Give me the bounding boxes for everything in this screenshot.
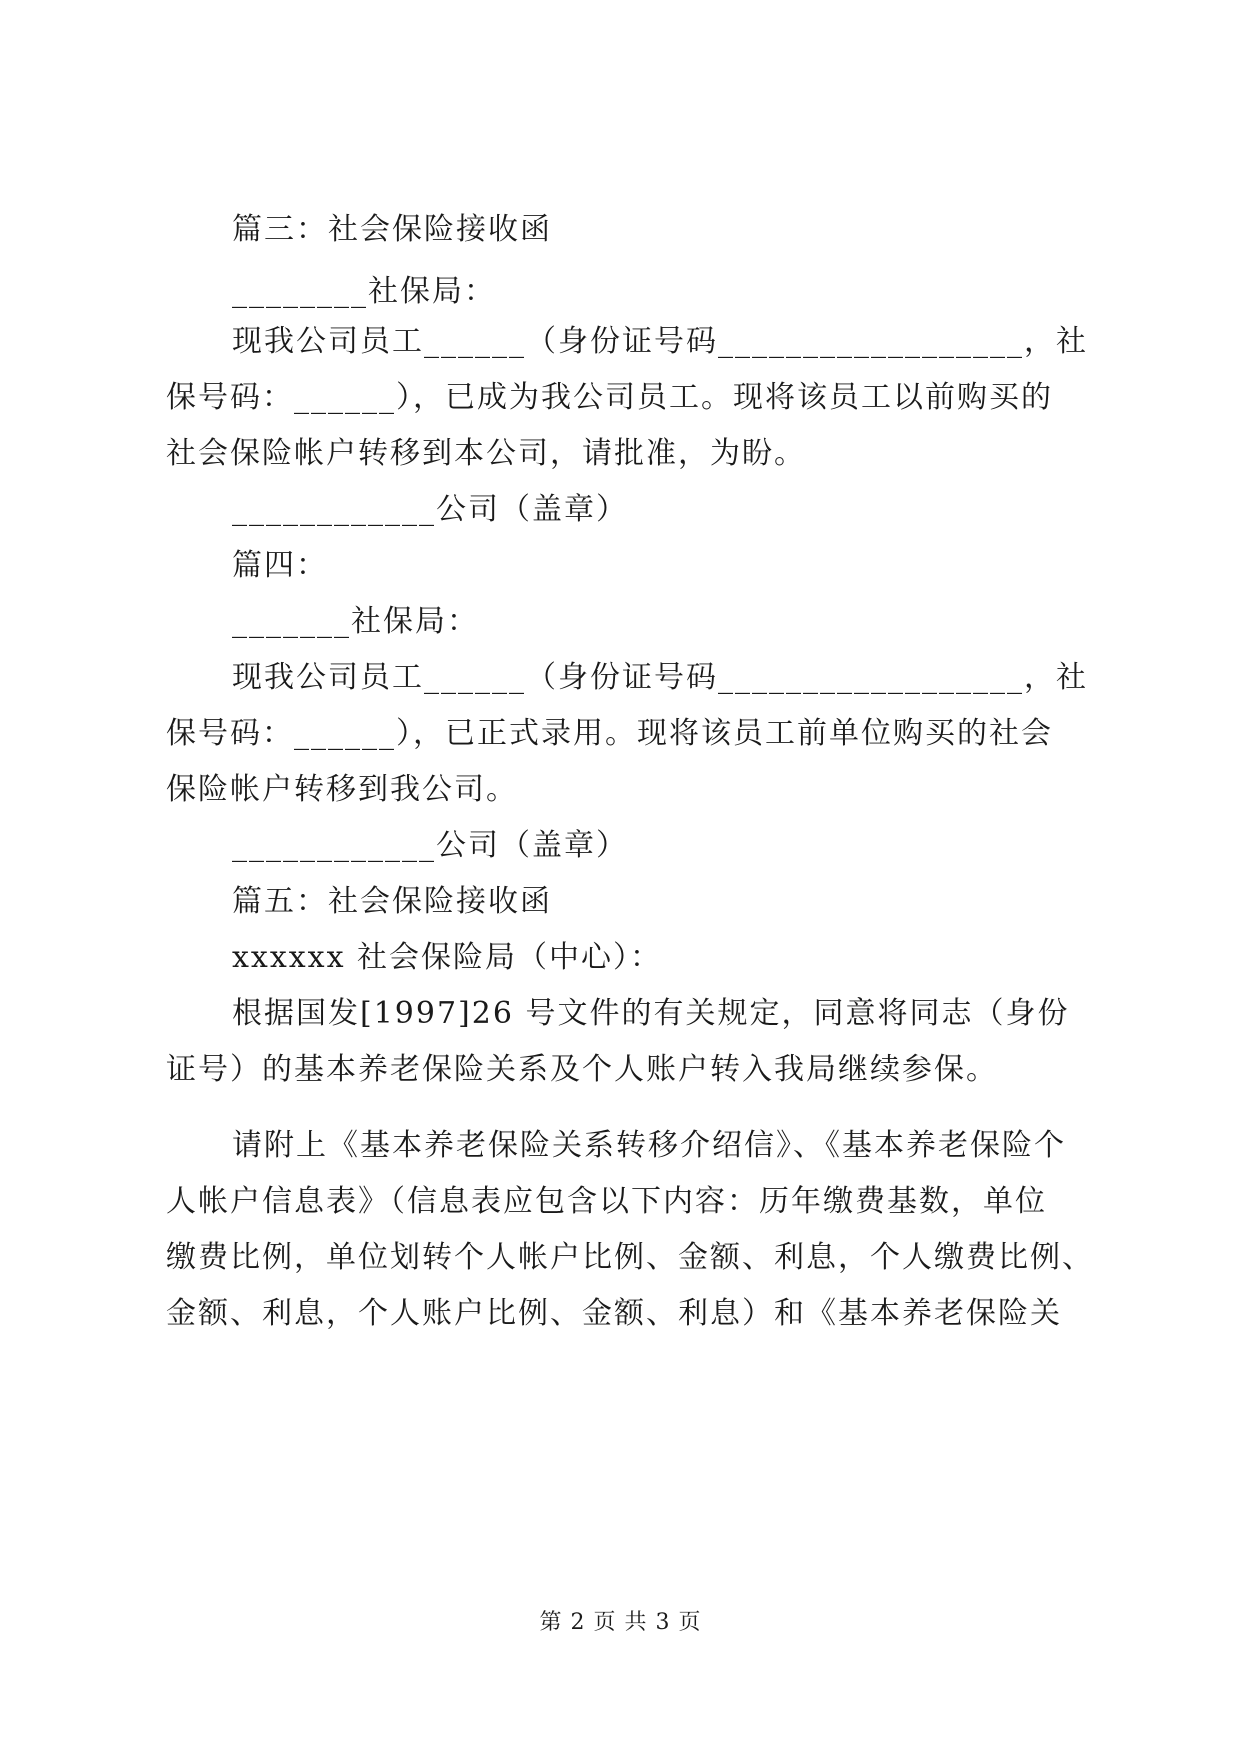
section-5-body-line-1: 根据国发[1997]26 号文件的有关规定，同意将同志（身份 bbox=[232, 996, 1070, 1031]
section-3-body-line-1: 现我公司员工______（身份证号码__________________，社 bbox=[232, 324, 1088, 359]
section-5-addressee: xxxxxx 社会保险局（中心）： bbox=[232, 940, 663, 975]
page-footer: 第 2 页 共 3 页 bbox=[539, 1610, 702, 1635]
section-5-title: 篇五：社会保险接收函 bbox=[232, 884, 552, 919]
section-5-body-line-3: 请附上《基本养老保险关系转移介绍信》、《基本养老保险个 bbox=[232, 1128, 1066, 1163]
section-3-signature: ____________公司（盖章） bbox=[232, 492, 628, 527]
section-3-addressee: ________社保局： bbox=[232, 274, 496, 309]
section-3-title: 篇三：社会保险接收函 bbox=[232, 212, 552, 247]
section-5-body-line-4: 人帐户信息表》（信息表应包含以下内容：历年缴费基数，单位 bbox=[166, 1184, 1047, 1219]
section-5-body-line-2: 证号）的基本养老保险关系及个人账户转入我局继续参保。 bbox=[166, 1052, 998, 1087]
section-4-signature: ____________公司（盖章） bbox=[232, 828, 628, 863]
section-4-body-line-1: 现我公司员工______（身份证号码__________________，社 bbox=[232, 660, 1088, 695]
section-5-body-line-6: 金额、利息，个人账户比例、金额、利息）和《基本养老保险关 bbox=[166, 1296, 1062, 1331]
section-4-addressee: _______社保局： bbox=[232, 604, 479, 639]
section-4-body-line-3: 保险帐户转移到我公司。 bbox=[166, 772, 518, 807]
section-4-body-line-2: 保号码：______），已正式录用。现将该员工前单位购买的社会 bbox=[166, 716, 1053, 751]
section-5-body-line-5: 缴费比例，单位划转个人帐户比例、金额、利息，个人缴费比例、 bbox=[166, 1240, 1094, 1275]
section-4-title: 篇四： bbox=[232, 548, 328, 583]
section-3-body-line-2: 保号码：______），已成为我公司员工。现将该员工以前购买的 bbox=[166, 380, 1053, 415]
section-3-body-line-3: 社会保险帐户转移到本公司，请批准，为盼。 bbox=[166, 436, 806, 471]
